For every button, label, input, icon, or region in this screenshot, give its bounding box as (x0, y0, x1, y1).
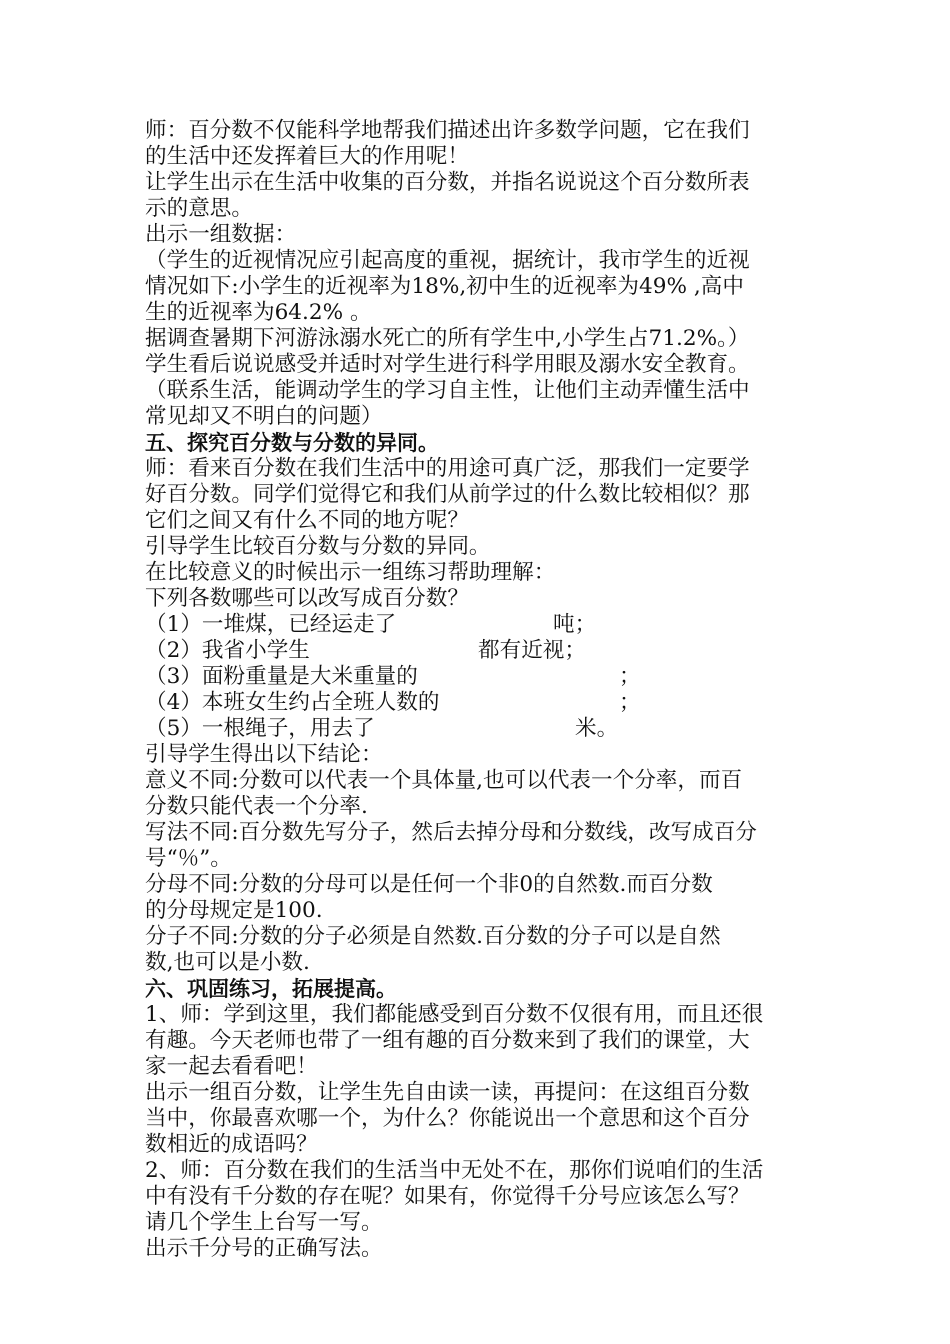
exercise-label: （3）面粉重量是大米重量的 (145, 664, 418, 689)
text-line: 生的近视率为64.2% 。 (145, 300, 372, 325)
text-line: 下列各数哪些可以改写成百分数？ (145, 586, 469, 611)
text-line: 的分母规定是100. (145, 898, 323, 923)
exercise-tail: ； (619, 690, 641, 715)
exercise-tail: 都有近视； (478, 638, 586, 663)
text-line: 出示千分号的正确写法。 (145, 1236, 383, 1261)
text-line: 情况如下:小学生的近视率为18%,初中生的近视率为49% ,高中 (145, 274, 744, 299)
text-line: 示的意思。 (145, 196, 253, 221)
text-line: 号“％”。 (145, 846, 232, 871)
exercise-item (145, 638, 825, 664)
text-line: 分数只能代表一个分率. (145, 794, 368, 819)
text-line: 数,也可以是小数. (145, 950, 310, 975)
exercise-label: （5）一根绳子，用去了 (145, 716, 375, 741)
text-line: 学生看后说说感受并适时对学生进行科学用眼及溺水安全教育。 (145, 352, 750, 377)
text-line: 有趣。今天老师也带了一组有趣的百分数来到了我们的课堂，大 (145, 1028, 750, 1053)
exercise-tail: ； (619, 664, 641, 689)
text-line: 写法不同:百分数先写分子，然后去掉分母和分数线，改写成百分 (145, 820, 757, 845)
text-line: 好百分数。同学们觉得它和我们从前学过的什么数比较相似？那 (145, 482, 750, 507)
text-line: 当中，你最喜欢哪一个，为什么？你能说出一个意思和这个百分 (145, 1106, 750, 1131)
section-heading-6: 六、巩固练习，拓展提高。 (145, 977, 397, 1001)
text-line: 家一起去看看吧！ (145, 1054, 318, 1079)
text-line: 出示一组百分数，让学生先自由读一读，再提问：在这组百分数 (145, 1080, 750, 1105)
exercise-item (145, 716, 825, 742)
text-line: 2、师：百分数在我们的生活当中无处不在，那你们说咱们的生活 (145, 1158, 764, 1183)
exercise-item (145, 612, 825, 638)
text-line: 数相近的成语吗？ (145, 1132, 318, 1157)
exercise-item (145, 664, 825, 690)
document-page (145, 118, 825, 1262)
text-line: 引导学生比较百分数与分数的异同。 (145, 534, 491, 559)
text-line: 出示一组数据： (145, 222, 297, 247)
text-line: 1、师：学到这里，我们都能感受到百分数不仅很有用，而且还很 (145, 1002, 764, 1027)
exercise-label: （1）一堆煤，已经运走了 (145, 612, 397, 637)
text-line: 师：百分数不仅能科学地帮我们描述出许多数学问题，它在我们 (145, 118, 750, 143)
exercise-tail: 吨； (553, 612, 597, 637)
text-line: 师：看来百分数在我们生活中的用途可真广泛，那我们一定要学 (145, 456, 750, 481)
text-line: 中有没有千分数的存在呢？如果有，你觉得千分号应该怎么写？ (145, 1184, 750, 1209)
text-line: 它们之间又有什么不同的地方呢？ (145, 508, 469, 533)
text-line: 让学生出示在生活中收集的百分数，并指名说说这个百分数所表 (145, 170, 750, 195)
exercise-item (145, 690, 825, 716)
text-line: 分母不同:分数的分母可以是任何一个非0的自然数.而百分数 (145, 872, 713, 897)
exercise-label: （2）我省小学生 (145, 638, 310, 663)
text-line: （学生的近视情况应引起高度的重视，据统计，我市学生的近视 (145, 248, 750, 273)
text-line: 的生活中还发挥着巨大的作用呢！ (145, 144, 469, 169)
text-line: 请几个学生上台写一写。 (145, 1210, 383, 1235)
text-line: 分子不同:分数的分子必须是自然数.百分数的分子可以是自然 (145, 924, 721, 949)
text-line: 据调查暑期下河游泳溺水死亡的所有学生中,小学生占71.2%。） (145, 326, 750, 351)
text-line: 引导学生得出以下结论： (145, 742, 383, 767)
section-heading-5: 五、探究百分数与分数的异同。 (145, 431, 439, 455)
text-line: 意义不同:分数可以代表一个具体量,也可以代表一个分率，而百 (145, 768, 743, 793)
text-line: （联系生活，能调动学生的学习自主性，让他们主动弄懂生活中 (145, 378, 750, 403)
exercise-label: （4）本班女生约占全班人数的 (145, 690, 440, 715)
text-line: 在比较意义的时候出示一组练习帮助理解： (145, 560, 556, 585)
text-line: 常见却又不明白的问题） (145, 404, 383, 429)
exercise-tail: 米。 (575, 716, 619, 741)
